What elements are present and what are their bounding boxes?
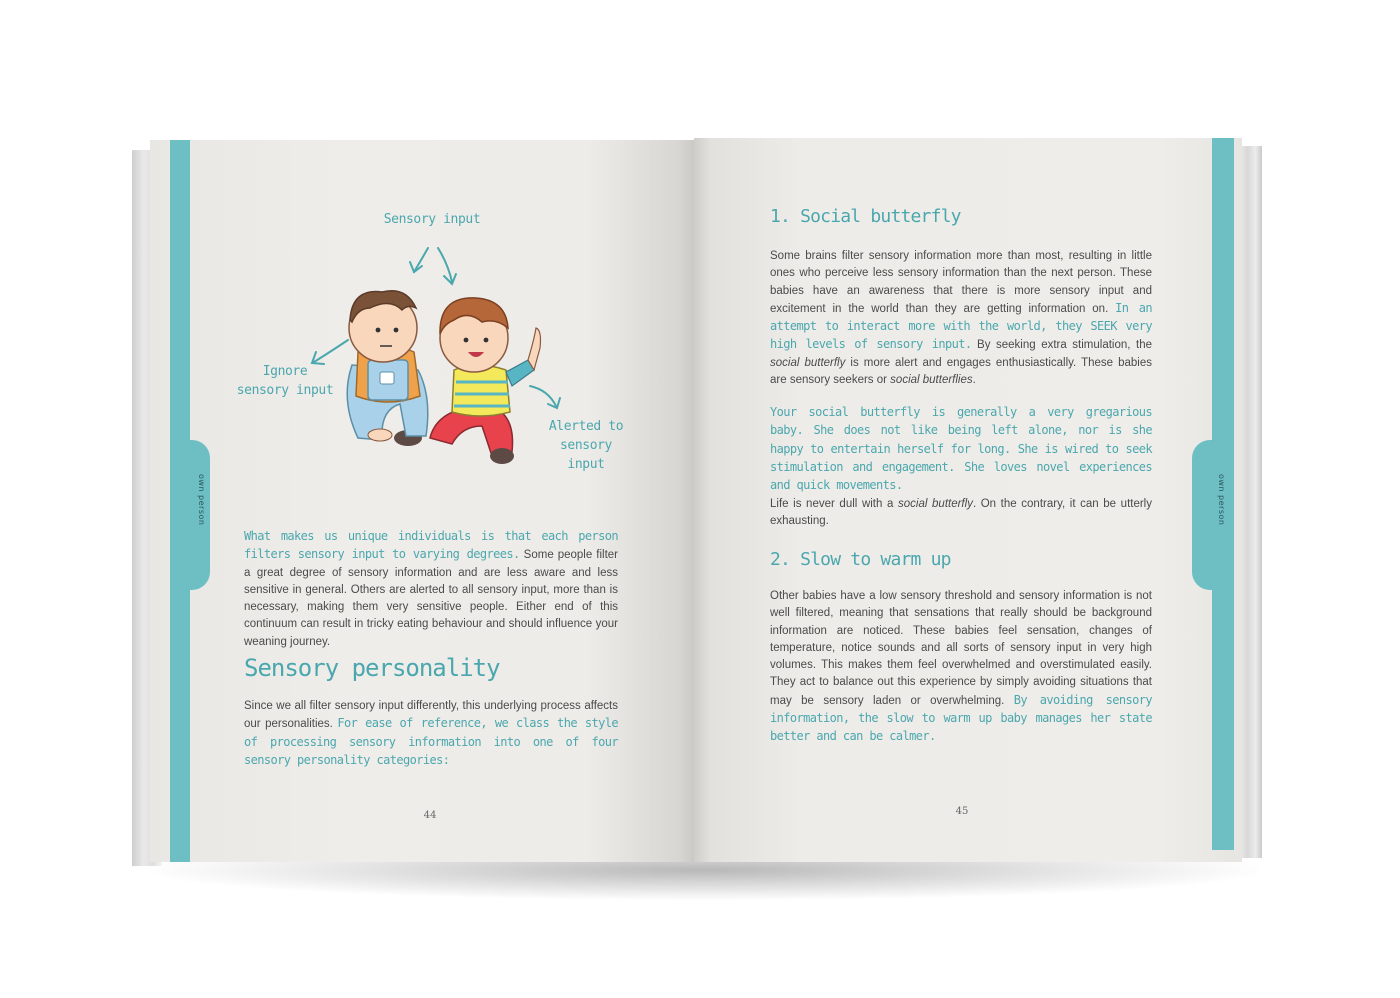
page-number-left: 44 xyxy=(423,810,437,821)
page-number-right: 45 xyxy=(955,806,969,817)
p1-text3: is more alert and engages enthusiastically. These babies are sensory seekers or xyxy=(770,356,1152,387)
intro-text: Some people filter a great degree of sensory information and are less aware and less sensitive in general. Others are alerted to all sensory input, more than is necessary, making them very sensitive people. Either end of this continuum can result in tricky eating behaviour and should influence your weaning journey. xyxy=(244,549,618,648)
boy-right-figure xyxy=(430,298,541,464)
social-butterfly-paragraph-2 xyxy=(770,404,1152,495)
label-sensory-input: Sensory input xyxy=(383,212,481,227)
p3-em: social butterfly xyxy=(898,498,973,510)
children-illustration xyxy=(230,200,630,480)
p3-text2: . On the contrary, it can be utterly exhausting. xyxy=(770,498,1152,528)
label-alerted-line2: sensory xyxy=(560,438,612,453)
label-alerted-line1: Alerted to xyxy=(548,419,624,434)
p1-em1: social butterfly xyxy=(770,356,846,369)
p2-highlight: Your social butterfly is generally a very gregarious baby. She does not like being left alone, nor is she happy to entertain herself for long. She is wired to seek stimulation and engagement. She loves novel experiences and quick movements. xyxy=(770,405,1152,493)
heading-slow-to-warm-up: 2. Slow to warm up xyxy=(770,549,951,570)
p4-highlight: By avoiding sensory information, the slow to warm up baby manages her state better and can be calmer. xyxy=(770,692,1152,744)
heading-sensory-personality: Sensory personality xyxy=(244,654,500,682)
p3-text: Life is never dull with a xyxy=(770,498,899,510)
heading-social-butterfly: 1. Social butterfly xyxy=(770,206,961,227)
p1-highlight: In an attempt to interact more with the world, they SEEK very high levels of sensory input. xyxy=(770,300,1152,352)
intro-highlight: What makes us unique individuals is that each person filters sensory input to varying degrees. xyxy=(244,529,618,562)
paragraph2-highlight: For ease of reference, we class the style of processing sensory information into one of four sensory personality categories: xyxy=(244,716,618,767)
boy-left-figure xyxy=(347,291,428,446)
label-ignore-line1: Ignore xyxy=(262,364,308,379)
p1-em2: social butterflies xyxy=(890,374,973,387)
label-ignore-line2: sensory input xyxy=(236,383,334,398)
p1-text: Some brains filter sensory information more than most, resulting in little ones who perceive less sensory information than the next person. These babies have an awareness that there is more sensory input and excitement in the world than they are getting information on. xyxy=(770,250,1152,315)
sensory-personality-paragraph xyxy=(244,698,618,770)
p1-text4: . xyxy=(972,374,976,387)
social-butterfly-paragraph-3 xyxy=(770,496,1152,531)
slow-to-warm-up-paragraph xyxy=(770,588,1152,747)
p1-text2: By seeking extra stimulation, the xyxy=(971,339,1153,352)
paragraph2-text: Since we all filter sensory input differently, this underlying process affects our personalities. xyxy=(244,700,618,731)
p4-text: Other babies have a low sensory threshold and sensory information is not well filtered, meaning that sensations that really should be background information are noticed. These babies feel sensation, changes of temperature, notice sounds and all sorts of sensory input in very high volumes. This makes them feel overwhelmed and overstimulated easily. They act to balance out this experience by simply avoiding situations that may be sensory laden or overwhelming. xyxy=(770,590,1152,707)
right-tab-label: own person xyxy=(1217,474,1226,526)
label-alerted-line3: input xyxy=(567,457,605,472)
social-butterfly-paragraph-1 xyxy=(770,248,1152,389)
intro-paragraph xyxy=(244,528,618,651)
left-tab-label: own person xyxy=(197,474,206,526)
